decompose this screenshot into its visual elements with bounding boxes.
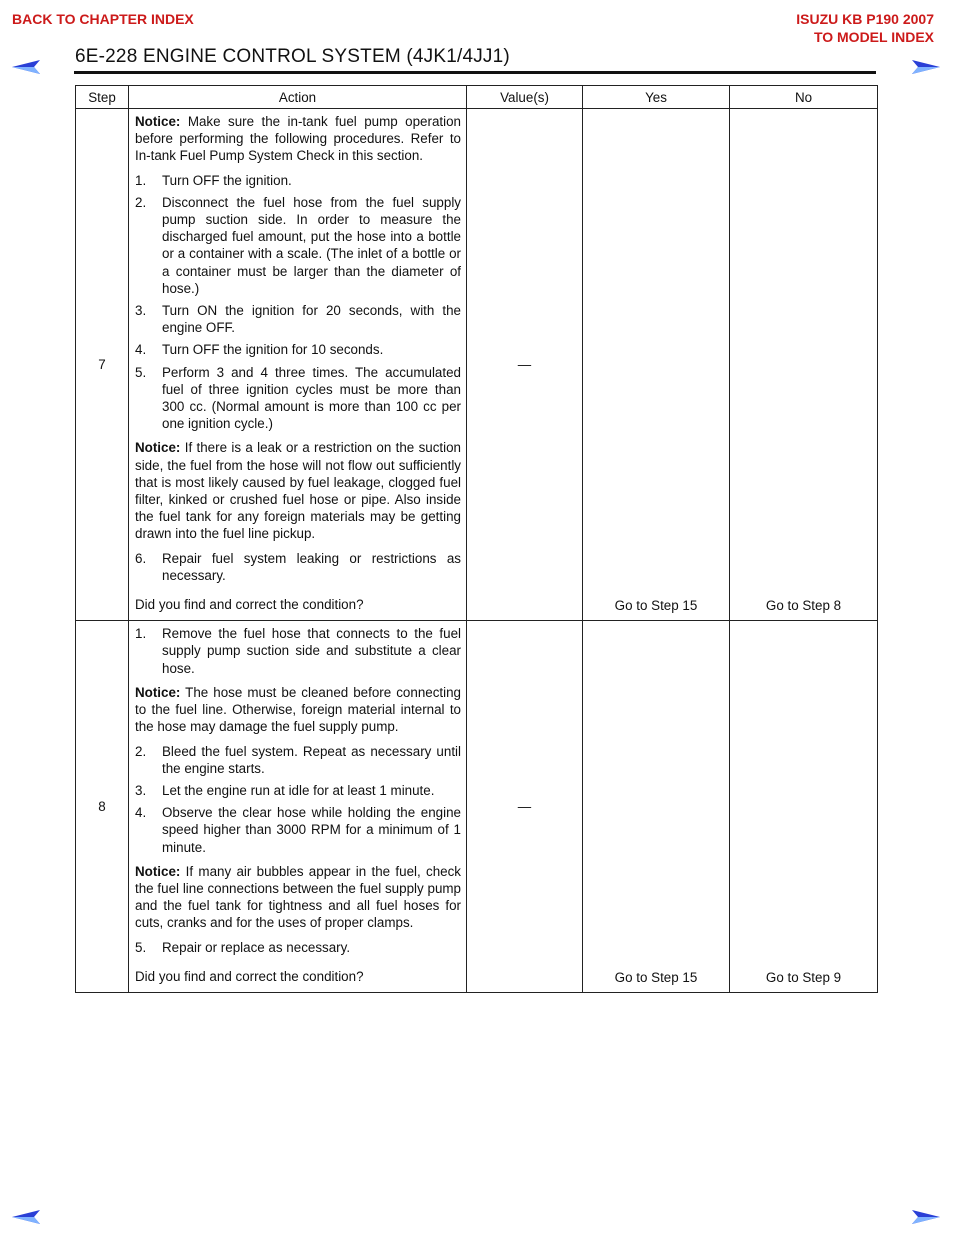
list-item-number: 1. <box>135 626 147 642</box>
list-item <box>135 364 461 433</box>
no-cell: Go to Step 9 <box>730 621 878 993</box>
yes-cell: Go to Step 15 <box>583 109 730 621</box>
no-cell: Go to Step 8 <box>730 109 878 621</box>
notice-text: The hose must be cleaned before connecting to the fuel line. Otherwise, foreign material internal to the hose may damage the fuel supply pump. <box>135 684 461 735</box>
notice-paragraph <box>135 439 461 542</box>
list-item <box>135 804 461 856</box>
column-header-yes: Yes <box>583 86 730 109</box>
list-item <box>135 341 461 358</box>
list-item-text: Let the engine run at idle for at least 1 minute. <box>162 782 435 798</box>
list-item-number: 1. <box>135 172 147 188</box>
list-item-text: Bleed the fuel system. Repeat as necessary until the engine starts. <box>162 743 461 776</box>
action-cell <box>129 109 467 621</box>
notice-text: Make sure the in-tank fuel pump operation before performing the following procedures. Refer to In-tank Fuel Pump System Check in this section. <box>135 114 461 164</box>
list-item-text: Turn OFF the ignition for 10 seconds. <box>162 342 384 358</box>
list-item-number: 6. <box>135 550 147 566</box>
list-item-text: Observe the clear hose while holding the engine speed higher than 3000 RPM for a minimum of 1 minute. <box>162 805 461 855</box>
to-model-index-link[interactable]: TO MODEL INDEX <box>813 29 934 45</box>
list-item <box>135 782 461 799</box>
notice-text: If many air bubbles appear in the fuel, check the fuel line connections between the fuel supply pump and the fuel tank for tightness and all fuel hoses for cuts, cranks and for the uses of proper clamps. <box>135 863 461 931</box>
notice-paragraph <box>135 684 461 736</box>
list-item-number: 5. <box>135 939 147 955</box>
list-item <box>135 625 461 677</box>
notice-label: Notice: <box>135 440 181 456</box>
notice-text: If there is a leak or a restriction on the suction side, the fuel from the hose will not flow out sufficiently that is most likely caused by fuel leakage, clogged fuel filter, kinked or crushed fuel hose or pipe. Also inside the fuel tank for any foreign materials may be getting drawn into the fuel line pickup. <box>135 440 461 542</box>
value-cell: — <box>467 109 583 621</box>
column-header-no: No <box>730 86 878 109</box>
list-item <box>135 302 461 336</box>
previous-page-bottom-arrow-icon[interactable] <box>10 1208 44 1226</box>
column-header-step: Step <box>76 86 129 109</box>
list-item-text: Repair or replace as necessary. <box>162 939 351 955</box>
list-item-number: 3. <box>135 303 147 319</box>
title-divider <box>74 71 876 74</box>
list-item-number: 5. <box>135 364 147 380</box>
previous-page-arrow-icon[interactable] <box>10 58 44 76</box>
list-item <box>135 550 461 584</box>
notice-paragraph <box>135 863 461 932</box>
list-item-text: Repair fuel system leaking or restrictions as necessary. <box>162 550 461 583</box>
question-text: Did you find and correct the condition? <box>135 968 364 984</box>
table-row-step-8 <box>76 621 878 993</box>
list-item-number: 4. <box>135 342 147 358</box>
list-item <box>135 194 461 297</box>
next-page-bottom-arrow-icon[interactable] <box>908 1208 942 1226</box>
action-cell <box>129 621 467 993</box>
value-cell: — <box>467 621 583 993</box>
notice-label: Notice: <box>135 684 181 700</box>
notice-paragraph <box>135 113 461 165</box>
list-item-text: Disconnect the fuel hose from the fuel supply pump suction side. In order to measure the discharged fuel amount, put the hose into a bottle or a container with a scale. (The inlet of a bottle or a container must be larger than the diameter of hose.) <box>162 194 461 296</box>
list-item-text: Turn OFF the ignition. <box>162 172 292 188</box>
page-title: 6E-228 ENGINE CONTROL SYSTEM (4JK1/4JJ1) <box>75 46 510 67</box>
list-item-number: 4. <box>135 805 147 821</box>
diagnostic-table <box>75 85 878 993</box>
list-item-text: Remove the fuel hose that connects to the fuel supply pump suction side and substitute a clear hose. <box>162 626 461 676</box>
model-title-link[interactable]: ISUZU KB P190 2007 <box>796 11 934 27</box>
notice-label: Notice: <box>135 863 181 879</box>
column-header-action: Action <box>129 86 467 109</box>
yes-cell: Go to Step 15 <box>583 621 730 993</box>
table-row-step-7 <box>76 109 878 621</box>
next-page-arrow-icon[interactable] <box>908 58 942 76</box>
list-item-number: 3. <box>135 782 147 798</box>
list-item-text: Perform 3 and 4 three times. The accumulated fuel of three ignition cycles must be more than 300 cc. (Normal amount is more than 100 cc per one ignition cycle.) <box>162 364 461 432</box>
list-item <box>135 743 461 777</box>
list-item <box>135 939 461 956</box>
list-item <box>135 172 461 189</box>
list-item-number: 2. <box>135 194 147 210</box>
notice-label: Notice: <box>135 114 181 129</box>
question-text: Did you find and correct the condition? <box>135 597 364 613</box>
list-item-text: Turn ON the ignition for 20 seconds, with the engine OFF. <box>162 303 461 336</box>
step-number: 7 <box>76 109 129 621</box>
back-to-chapter-index-link[interactable]: BACK TO CHAPTER INDEX <box>12 11 194 27</box>
step-number: 8 <box>76 621 129 993</box>
column-header-values: Value(s) <box>467 86 583 109</box>
table-header-row <box>76 86 878 109</box>
list-item-number: 2. <box>135 743 147 759</box>
